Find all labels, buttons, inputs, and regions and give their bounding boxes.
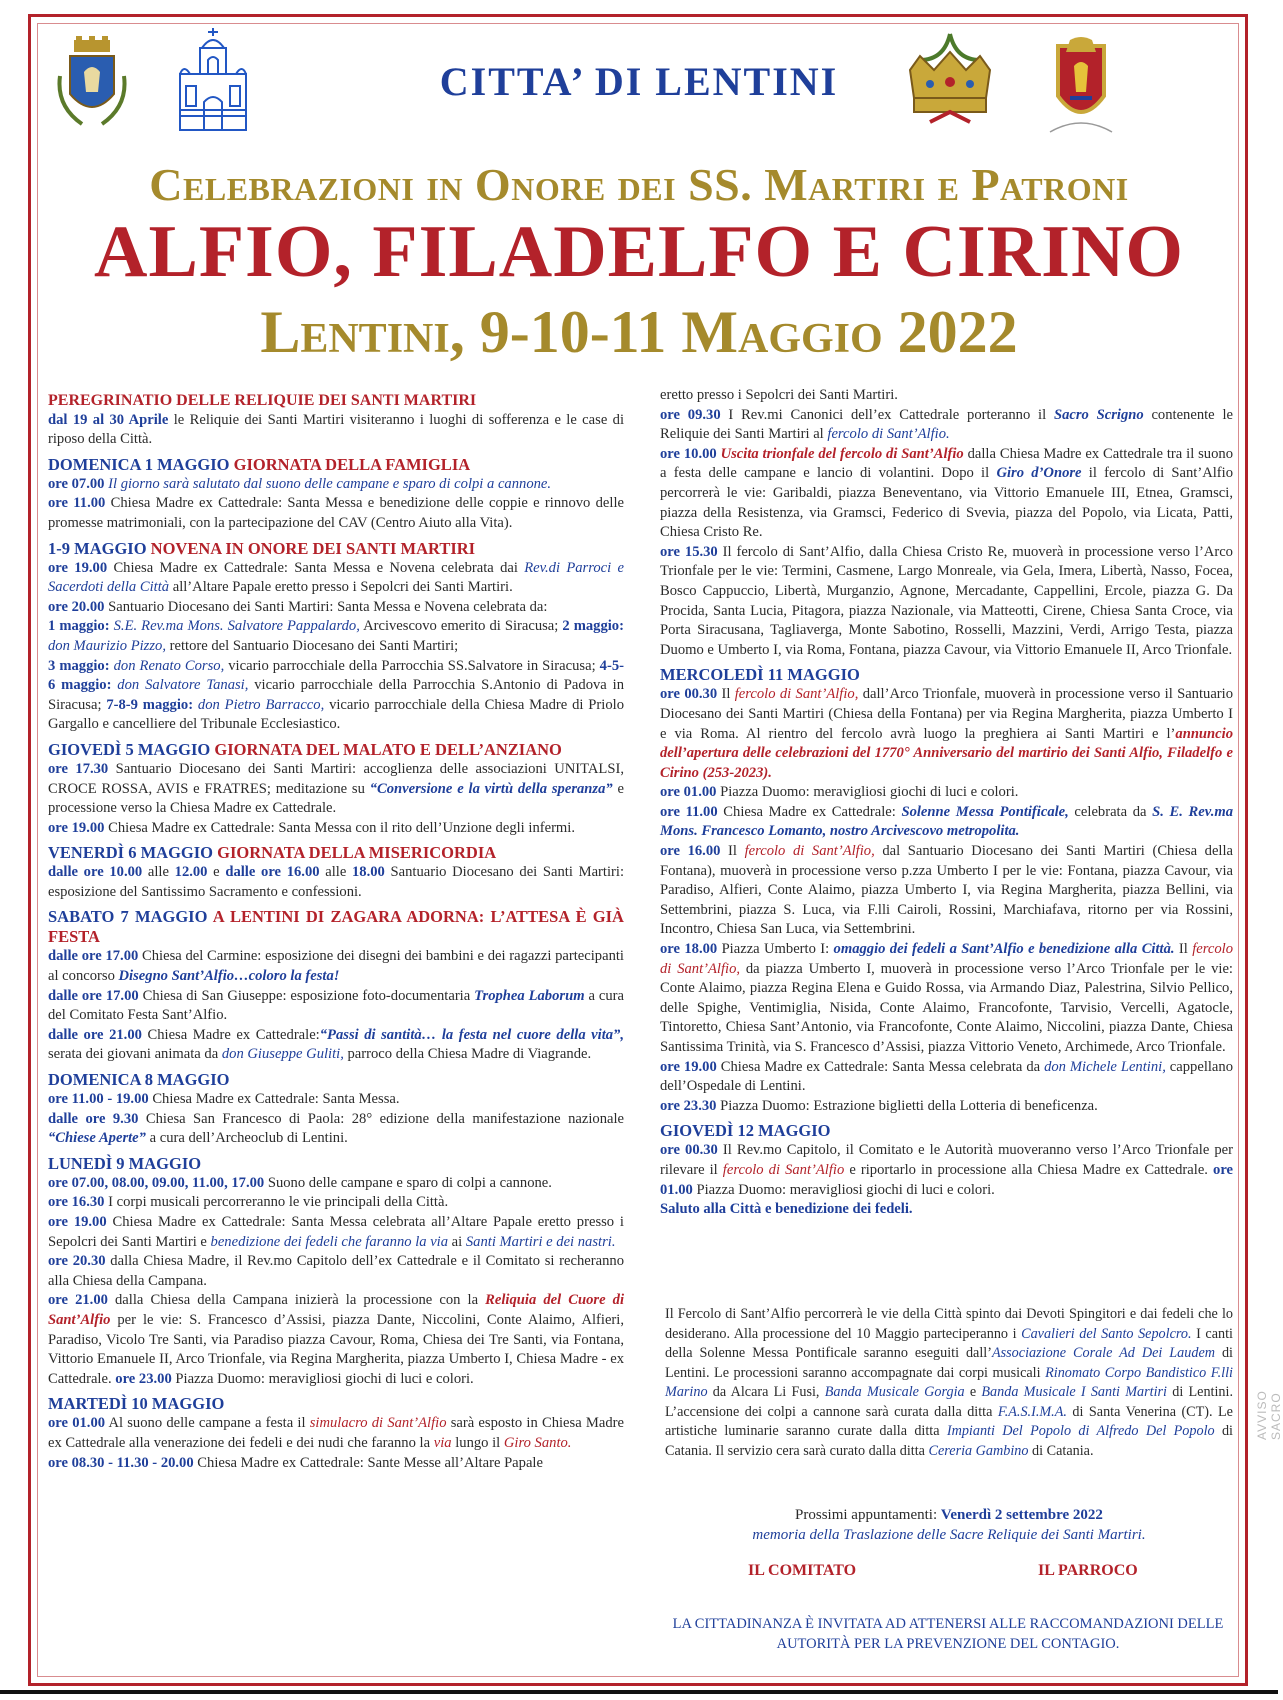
list-item [660,803,1233,842]
date-label: 4-5-6 maggio: [48,657,624,694]
list-item [660,543,1233,661]
section-date: SABATO 7 MAGGIO [48,907,213,927]
list-item [48,1213,624,1252]
event-text: Chiesa Madre ex Cattedrale: [141,1026,320,1043]
event-emphasis: fercolo di Sant’Alfio, [734,686,859,703]
list-item [48,1026,624,1065]
note-emphasis: Banda Musicale Gorgia [824,1384,965,1400]
time-label: ore 10.00 [660,445,717,462]
time-label: ore 09.30 [660,406,721,423]
event-emphasis: S. E. Rev.ma Mons. Francesco Lomanto, nostro Arcivescovo metropolita. [660,803,1234,840]
event-emphasis: Santi Martiri e dei nastri. [465,1233,616,1250]
time-label: dalle ore 17.00 [48,948,139,965]
event-text: I corpi musicali percorreranno le vie principali della Città. [104,1194,449,1211]
bottom-rule [0,1690,1278,1694]
list-item [48,987,624,1026]
list-item [660,1141,1233,1200]
event-emphasis: don Michele Lentini, [1044,1058,1166,1075]
event-text: sarà esposto in Chiesa Madre ex Cattedrale alla venerazione dei fedeli e dei nudi che faranno la [48,1415,624,1451]
note-emphasis: Cereria Gambino [928,1442,1029,1459]
event-text: dalla Chiesa Madre ex Cattedrale tra il suono a festa delle campane e lancio di volantini. Dopo il [660,445,1233,482]
event-emphasis: don Giuseppe Guliti, [221,1046,344,1063]
event-text: alle [142,864,175,881]
event-text: Piazza Duomo: meravigliosi giochi di luci e colori. [692,1181,995,1198]
event-text: Chiesa San Francesco di Paola: 28° edizione della manifestazione nazionale [138,1110,625,1127]
event-text: Chiesa Madre ex Cattedrale: Santa Messa e Novena celebrata dai [107,559,525,576]
list-item [48,559,624,598]
list-item [48,1193,624,1213]
time-label: ore 00.30 [660,686,718,703]
organization-notes [665,1305,1233,1461]
section-11-maggio [660,665,1233,1116]
section-6-maggio [48,843,624,902]
event-text: Il Rev.mo Capitolo, il Comitato e le Autorità muoveranno verso l’Arco Trionfale per rilevare il [660,1142,1233,1178]
time-label: dal 19 al 30 Aprile [48,411,169,428]
event-text: a cura del Comitato Festa Sant’Alfio. [48,987,624,1024]
event-text: e processione verso la Chiesa Madre ex Cattedrale. [48,780,624,817]
time-label: 18.00 [351,864,385,881]
event-emphasis: Sacro Scrigno [1053,406,1144,423]
side-label: AVVISO SACRO [1255,1390,1283,1440]
list-item: eretto presso i Sepolcri dei Santi Martiri. [660,387,898,403]
celebrant-role: vicario parrocchiale della Parrocchia S.Antonio di Padova in Siracusa; [48,677,624,713]
event-text: Chiesa Madre ex Cattedrale: [717,803,902,820]
section-title: GIOVEDÌ 12 MAGGIO [660,1121,831,1141]
event-text: Piazza Duomo: meravigliosi giochi di luci e colori. [716,784,1019,801]
event-text: dalla Chiesa della Campana inizierà la processione con la [107,1292,486,1309]
list-item [660,1058,1233,1097]
section-10-maggio [48,1394,624,1473]
event-text: Piazza Duomo: Estrazione biglietti della Lotteria di beneficenza. [716,1097,1098,1114]
celebrant-role: vicario parrocchiale della Parrocchia SS.Salvatore in Siracusa; [224,657,596,674]
time-label: ore 01.00 [660,1161,1234,1198]
time-label: ore 01.00 [660,784,717,801]
event-emphasis: Giro Santo. [503,1434,572,1451]
time-label: ore 01.00 [48,1415,106,1432]
list-item [48,760,624,819]
event-text: Piazza Umberto I: [717,941,834,958]
section-theme: GIORNATA DELLA FAMIGLIA [233,454,471,474]
signature-committee: IL COMITATO [748,1562,857,1579]
signature-parish-priest: IL PARROCO [1038,1562,1138,1579]
event-text: Il [1174,941,1193,958]
time-label: ore 08.30 - 11.30 - 20.00 [48,1454,194,1471]
note-emphasis: Banda Musicale I Santi Martiri [981,1384,1167,1400]
event-emphasis: Rev.di Parroci e Sacerdoti della Città [48,559,624,596]
event-text: Piazza Duomo: meravigliosi giochi di luci e colori. [171,1370,474,1387]
list-item [660,940,1233,1058]
list-item [48,411,624,450]
section-1-maggio [48,455,624,534]
note-text: di Lentini. Le processioni saranno accompagnate dai corpi musicali [665,1345,1233,1381]
event-text: a cura dell’Archeoclub di Lentini. [145,1130,348,1147]
note-text: Il Fercolo di Sant’Alfio percorrerà le vie della Città spinto dai Devoti Spingitori e dai fedeli che lo desiderano. Alla processione del 10 Maggio parteciperanno i [665,1306,1233,1342]
date-label: 1 maggio: [48,618,110,635]
section-novena [48,539,624,735]
event-emphasis: fercolo di Sant’Alfio, [660,941,1233,977]
section-9-maggio [48,1154,624,1390]
note-text: di Lentini. L’accensione dei colpi a cannone sarà curata dalla ditta [665,1384,1234,1420]
event-text: dalla Chiesa Madre, il Rev.mo Capitolo dell’ex Cattedrale e il Comitato si recheranno alla Chiesa della Campana. [48,1253,624,1289]
event-emphasis: Trophea Laborum [474,987,585,1004]
event-text: Chiesa Madre ex Cattedrale: Santa Messa con il rito dell’Unzione degli infermi. [104,819,575,836]
event-text: Chiesa Madre ex Cattedrale: Sante Messe all’Altare Papale [193,1454,543,1471]
list-item [660,445,1233,543]
section-title: MARTEDÌ 10 MAGGIO [48,1394,225,1414]
event-emphasis: fercolo di Sant’Alfio [722,1161,845,1178]
note-emphasis: Associazione Corale Ad Dei Laudem [991,1345,1215,1361]
event-text: da piazza Umberto I, muoverà in processione verso l’Arco Trionfale per le vie: Conte Alaimo, piazza Regina Elena e Guido Rossa, via Armando Diaz, Palestrina, Silvio Pellico, delle Spighe, Ventimiglia, Nisida, Conte Alaimo, Francofonte, Tarvisio, Vercelli, Agatocle, Tintoretto, Chiesa Sant’Antonio, via Francofonte, Conte Alaimo, Niccolini, piazza Dante, Chiesa Santissima Trinità, via S. Francesco d’Assisi, piazza Vittorio Veneto, Archimede, Arco Trionfale. [660,960,1233,1055]
section-date: DOMENICA 1 MAGGIO [48,454,234,474]
date-label: 3 maggio: [48,657,110,674]
event-text: Chiesa Madre ex Cattedrale: Santa Messa e benedizione delle coppie e rinnovo delle promesse matrimoniali, con la partecipazione del CAV (Centro Aiuto alla Vita). [48,495,624,531]
section-title: PEREGRINATIO DELLE RELIQUIE DEI SANTI MARTIRI [48,392,477,409]
event-emphasis: fercolo di Sant’Alfio. [827,426,950,443]
time-label: ore 19.00 [48,1214,107,1230]
section-title: DOMENICA 8 MAGGIO [48,1070,230,1090]
note-text: di Catania. Il servizio cera sarà curato dalla ditta [665,1423,1233,1459]
time-label: ore 21.00 [48,1292,108,1309]
section-date: VENERDÌ 6 MAGGIO [48,843,218,863]
section-title [48,455,624,475]
note-emphasis: Rinomato Corpo Bandistico F.lli Marino [665,1364,1233,1400]
section-date: GIOVEDÌ 5 MAGGIO [48,739,215,759]
closing-blessing: Saluto alla Città e benedizione dei fedeli. [660,1201,913,1218]
event-text: I Rev.mi Canonici dell’ex Cattedrale porteranno il [720,406,1054,423]
section-8-maggio [48,1070,624,1149]
list-item [660,406,1233,445]
note-text: I canti della Solenne Messa Pontificale saranno eseguiti dall’ [665,1325,1233,1361]
event-text: contenente le Reliquie dei Santi Martiri al [660,406,1233,443]
section-title [48,907,624,947]
event-text: Chiesa Madre ex Cattedrale: Santa Messa celebrata da [716,1058,1045,1075]
event-text: lungo il [451,1434,504,1451]
event-emphasis: Giro d’Onore [996,465,1082,482]
event-text: per le vie: S. Francesco d’Assisi, piazza Dante, Niccolini, Conte Alaimo, Alfieri, Paradiso, Vicolo Tre Santi, via Paradiso piazza Cavour, Roma, Chiesa dei Tre Santi, via Fontana, Vittorio Emanuele II, Arco Trionfale, via Regina Margherita, piazza Umberto I, Chiesa Madre - ex Cattedrale. [48,1311,624,1387]
celebrant: don Pietro Barracco, [193,696,325,713]
list-item [48,863,624,902]
event-text: Santuario Diocesano dei Santi Martiri: accoglienza delle associazioni UNITALSI, CROCE ROSSA, AVIS e FRATRES; meditazione su [48,760,624,797]
section-theme: GIORNATA DELLA MISERICORDIA [217,843,497,863]
list-item [48,598,624,735]
event-text: dal Santuario Diocesano dei Santi Martiri (Chiesa della Fontana), muoverà in processione verso p.zza Umberto I per le vie: Fontana, piazza Cavour, via Paradiso, Alfieri, Conte Alaimo, piazza Umberto I, via Regina Margherita, piazza Bellini, via Settembrini, piazza S. Luca, via F.lli Cairoli, Rossini, Marchiafava, ritorno per via Rossini, Incontro, Chiesa San Luca, via Settembrini. [660,843,1234,938]
section-theme: A LENTINI DI ZAGARA ADORNA: L’ATTESA È GIÀ FESTA [48,907,624,947]
program-left-column [48,386,624,1473]
time-label: ore 17.30 [48,760,109,777]
celebrant: don Renato Corso, [109,657,225,674]
event-emphasis: “Passi di santità… la festa nel cuore della vita”, [319,1026,624,1043]
event-emphasis: annuncio dell’apertura delle celebrazioni del 1770° Anniversario del martirio dei Santi Alfio, Filadelfo e Cirino (253-2023). [660,725,1233,781]
list-item [660,1097,1233,1117]
event-emphasis: benedizione dei fedeli che faranno la via [210,1233,449,1250]
event-text: Il fercolo di Sant’Alfio, dalla Chiesa Cristo Re, muoverà in processione verso l’Arco Trionfale per le vie: Termini, Casmene, Largo Monreale, via Gela, Imera, Libertà, Nasso, Focea, Bosco Cappuccio, Libertà, Murganzio, Agnone, Mercadante, Cappellini, Ercole, piazza G. Da Procida, Santa Lucia, Pitagora, piazza Nazionale, via Matteotti, Cirene, Chiesa Santa Croce, via Porta Siracusana, Tagliaverga, Monte Sabotino, Rosselli, Mazzini, Verdi, Arrigo Testa, piazza Duomo e Umberto I, via Roma, Fontana, piazza Cavour, via Vittorio Emanuele II, Arco Trionfale. [660,543,1233,658]
celebrations-heading: Celebrazioni in Onore dei SS. Martiri e Patroni [149,159,1129,210]
event-emphasis: Solenne Messa Pontificale, [901,803,1069,820]
note-text: da Alcara Li Fusi, [707,1384,825,1400]
note-text: di Catania. [1028,1442,1094,1459]
list-item [48,494,624,533]
time-label: dalle ore 10.00 [48,864,143,881]
event-text: Chiesa Madre ex Cattedrale: Santa Messa celebrata all’Altare Papale eretto presso i Sepolcri dei Santi Martiri e [48,1214,624,1250]
event-text: le Reliquie dei Santi Martiri visiteranno i luoghi di sofferenza e le case di riposo della Città. [48,411,625,448]
time-label: 12.00 [174,864,208,881]
time-label: ore 23.00 [111,1370,172,1387]
celebrant: don Salvatore Tanasi, [111,677,249,694]
section-title [48,843,624,863]
date-label: 7-8-9 maggio: [101,696,194,713]
list-item [48,1252,624,1291]
event-text: Santuario Diocesano dei Santi Martiri: Santa Messa e Novena celebrata da: [104,598,548,615]
event-emphasis: via [433,1434,452,1451]
time-label: ore 19.00 [660,1058,717,1075]
time-label: ore 20.30 [48,1253,106,1270]
next-label: Prossimi appuntamenti: [795,1507,941,1523]
health-warning: LA CITTADINANZA È INVITATA AD ATTENERSI ALLE RACCOMANDAZIONI DELLE AUTORITÀ PER LA PREVENZIONE DEL CONTAGIO. [672,1616,1224,1652]
time-label: dalle ore 16.00 [225,864,320,881]
time-label: ore 19.00 [48,559,108,576]
event-text: Suono delle campane e sparo di colpi a cannone. [264,1174,552,1191]
list-item [48,1174,624,1194]
program-right-column [660,386,1233,1220]
saints-heading: ALFIO, FILADELFO E CIRINO [94,211,1184,293]
next-date: Venerdì 2 settembre 2022 [940,1507,1103,1523]
event-text: serata dei giovani animata da [48,1046,222,1063]
section-theme: GIORNATA DEL MALATO E DELL’ANZIANO [214,739,562,759]
event-emphasis: Disegno Sant’Alfio…coloro la festa! [118,968,340,985]
note-text: di Santa Venerina (CT). Le artistiche luminarie saranno curate dalla ditta [665,1403,1233,1439]
time-label: ore 15.30 [660,543,718,560]
event-text: Santuario Diocesano dei Santi Martiri: esposizione del Santissimo Sacramento e confessioni. [48,864,624,900]
event-text: Chiesa di San Giuseppe: esposizione foto-documentaria [138,987,475,1004]
celebrant: don Maurizio Pizzo, [48,637,166,654]
celebrant-role: vicario parrocchiale della Chiesa Madre di Priolo Gargallo e cancelliere del Tribunale Ecclesiastico. [48,696,624,733]
event-emphasis: Reliquia del Cuore di Sant’Alfio [48,1292,624,1328]
list-item [48,947,624,986]
list-item [48,1454,624,1474]
event-text: celebrata da [1068,803,1153,820]
time-label: ore 07.00 [48,475,105,492]
time-label: ore 11.00 - 19.00 [48,1091,149,1108]
event-emphasis: fercolo di Sant’Alfio, [744,843,875,860]
time-label: ore 23.30 [660,1097,717,1114]
dates-heading: Lentini, 9-10-11 Maggio 2022 [260,299,1018,365]
next-description: memoria della Traslazione delle Sacre Reliquie dei Santi Martiri. [752,1527,1146,1543]
time-label: ore 16.00 [660,843,721,860]
event-text: Chiesa del Carmine: esposizione dei disegni dei bambini e dei ragazzi partecipanti al concorso [48,948,624,985]
note-emphasis: Cavalieri del Santo Sepolcro. [1021,1325,1192,1342]
event-text: e riportarlo in processione alla Chiesa Madre ex Cattedrale. [844,1161,1208,1178]
event-text: alle [319,864,352,881]
list-item [48,1110,624,1149]
event-text: Il giorno sarà salutato dal suono delle campane e sparo di colpi a cannone. [104,475,552,492]
event-text: all’Altare Papale eretto presso i Sepolcri dei Santi Martiri. [169,579,513,596]
section-title [48,740,624,760]
next-appointments [665,1505,1233,1545]
time-label: ore 00.30 [660,1142,718,1159]
list-item [660,783,1233,803]
event-text: ai [448,1233,466,1250]
event-emphasis: simulacro di Sant’Alfio [309,1415,447,1432]
event-emphasis: omaggio dei fedeli a Sant’Alfio e benedizione alla Città. [833,941,1175,958]
note-text: e [964,1384,982,1400]
event-emphasis: “Chiese Aperte” [48,1130,146,1147]
time-label: ore 19.00 [48,819,105,836]
list-item [660,685,1233,783]
city-title: CITTA’ DI LENTINI [439,59,839,104]
section-title: LUNEDÌ 9 MAGGIO [48,1153,202,1173]
section-peregrinatio [48,391,624,450]
event-emphasis: Uscita trionfale del fercolo di Sant’Alfio [716,445,964,462]
list-item [48,1090,624,1110]
event-text: dall’Arco Trionfale, muoverà in processione verso il Santuario Diocesano dei Santi Martiri (Chiesa della Fontana) per via Regina Margherita, piazza Umberto I e via Roma. Al rientro del fercolo avrà luogo la preghiera ai Santi Martiri e l’ [660,686,1234,742]
section-theme: NOVENA IN ONORE DEI SANTI MARTIRI [150,538,476,558]
time-label: dalle ore 17.00 [48,987,139,1004]
note-emphasis: Impianti Del Popolo di Alfredo Del Popolo [946,1423,1215,1439]
event-text: il fercolo di Sant’Alfio percorrerà le vie: Garibaldi, piazza Beneventano, via Vittorio Emanuele III, Etnea, Gramsci, piazza della Resistenza, via Gramsci, Federico di Svevia, piazza del Popolo, via Licata, Patti, Chiesa Cristo Re. [660,465,1233,541]
section-12-maggio [660,1121,1233,1219]
note-emphasis: F.A.S.I.M.A. [997,1403,1067,1420]
list-item [48,819,624,839]
time-label: ore 11.00 [48,495,106,512]
section-5-maggio [48,740,624,838]
event-text: Chiesa Madre ex Cattedrale: Santa Messa. [148,1091,400,1108]
event-text: Il [720,843,745,860]
event-text: Al suono delle campane a festa il [105,1415,310,1432]
list-item [48,475,624,495]
event-text: e [207,864,226,881]
section-title: MERCOLEDÌ 11 MAGGIO [660,665,860,685]
time-label: dalle ore 21.00 [48,1026,142,1043]
list-item [660,842,1233,940]
time-label: ore 11.00 [660,803,718,820]
time-label: dalle ore 9.30 [48,1110,139,1127]
time-label: ore 18.00 [660,941,718,958]
event-emphasis: “Conversione e la virtù della speranza” [369,780,613,797]
celebrant-role: rettore del Santuario Diocesano dei Santi Martiri; [165,637,459,654]
time-label: ore 16.30 [48,1194,105,1211]
time-label: ore 20.00 [48,598,105,615]
list-item [48,1291,624,1389]
time-label: ore 07.00, 08.00, 09.00, 11.00, 17.00 [48,1174,265,1191]
event-text: Il [717,686,735,703]
section-7-maggio [48,907,624,1065]
celebrant-role: Arcivescovo emerito di Siracusa; [359,618,559,635]
date-label: 2 maggio: [558,618,624,635]
event-text: cappellano dell’Ospedale di Lentini. [660,1058,1233,1095]
celebrant: S.E. Rev.ma Mons. Salvatore Pappalardo, [109,618,360,635]
list-item [48,1414,624,1453]
event-text: parroco della Chiesa Madre di Viagrande. [343,1046,592,1063]
section-date: 1-9 MAGGIO [48,538,151,558]
section-title [48,539,624,559]
